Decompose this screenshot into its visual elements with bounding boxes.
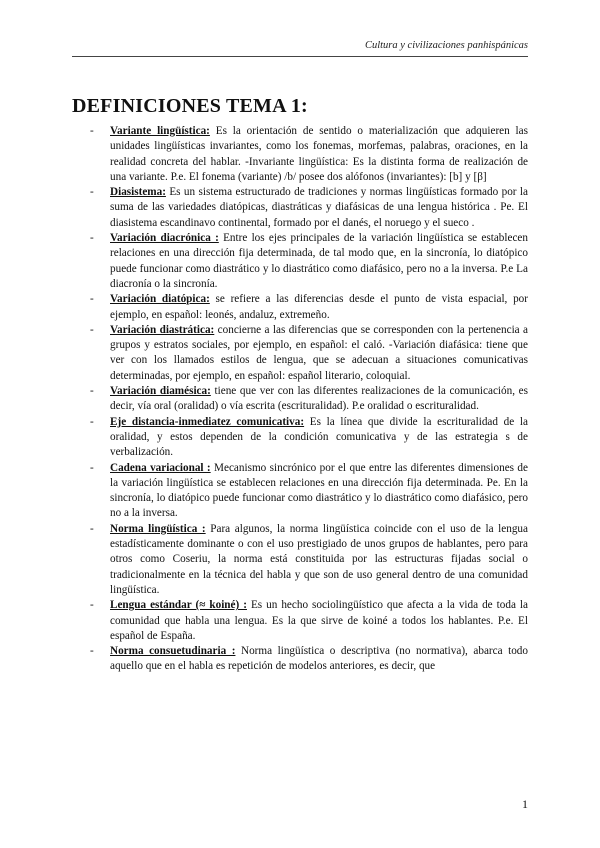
running-header: Cultura y civilizaciones panhispánicas <box>364 40 528 51</box>
definition-item <box>90 461 528 522</box>
definition-text: Entre los ejes principales de la variación lingüística se establecen relaciones en una dirección fija determinada, de tal modo que, en la sincronía, lo diatópico puede funcionar como diastrático y lo diastrático como diafásico, pero no a la inversa. P.e La diacronía o la sincronía. <box>110 232 528 290</box>
definition-text: Es la línea que divide la escrituralidad de la oralidad, y estos dependen de la condición comunicativa y de las estrategia s de verbalización. <box>110 415 528 459</box>
definition-item <box>90 185 528 231</box>
definition-item <box>90 323 528 384</box>
definition-item <box>90 644 528 675</box>
definition-term: Variación diatópica: <box>110 293 210 306</box>
definition-term: Norma consuetudinaria : <box>110 645 236 658</box>
definition-item <box>90 124 528 185</box>
definition-item <box>90 292 528 323</box>
definition-item <box>90 522 528 598</box>
bullet-dash: - <box>90 645 94 658</box>
bullet-dash: - <box>90 385 94 398</box>
bullet-dash: - <box>90 599 94 612</box>
definition-text: Es un hecho sociolingüístico que afecta a la vida de toda la comunidad que habla una lengua. Es la que sirve de koiné a todos los hablantes. P.e. El español de España. <box>110 599 528 642</box>
page-title: DEFINICIONES TEMA 1: <box>72 95 308 117</box>
definitions-list <box>90 124 528 675</box>
definition-term: Variación diamésica: <box>110 385 211 398</box>
definition-text: Mecanismo sincrónico por el que entre las diferentes dimensiones de la variación lingüística se establecen relaciones en una dirección fija determinada. Pe. En la sincronía, lo diatópico puede funcionar como diastrático y lo diastrático como diafásico, pero no a la inversa. <box>110 461 528 520</box>
definition-item <box>90 384 528 415</box>
definition-term: Variación diacrónica : <box>110 232 219 245</box>
definition-term: Diasistema: <box>110 186 166 199</box>
bullet-dash: - <box>90 323 94 336</box>
definition-text: Norma lingüística o descriptiva (no normativa), abarca todo aquello que en el habla es repetición de modelos anteriores, es decir, que <box>110 645 528 673</box>
bullet-dash: - <box>90 125 94 137</box>
definition-term: Cadena variacional : <box>110 461 211 474</box>
definition-term: Variación diastrática: <box>110 323 215 336</box>
bullet-dash: - <box>90 186 94 199</box>
definition-term: Lengua estándar (≈ koiné) : <box>110 599 247 612</box>
bullet-dash: - <box>90 232 94 245</box>
definition-term: Norma lingüística : <box>110 522 206 535</box>
definition-text: Es la orientación de sentido o materialización que adquieren las unidades lingüísticas invariantes, como los fonemas, morfemas, palabras, oraciones, en la realidad concreta del hablar. -Invariante lingüística: Es la distinta forma de realización de una variante. P.e. El fonema (variante) /b/ posee dos alófonos (invariantes): [b] y [β] <box>110 125 528 183</box>
definition-text: Para algunos, la norma lingüística coincide con el uso de la lengua estadísticamente dominante o con el uso prestigiado de unos grupos de hablantes, pero para otros como Coseriu, la norma está constituida por las estructuras fijadas social o tradicionalmente en la técnica del habla y que son de uso general dentro de una comunidad lingüística. <box>110 522 528 596</box>
definition-item <box>90 231 528 292</box>
definition-text: se refiere a las diferencias desde el punto de vista espacial, por ejemplo, en español: leonés, andaluz, extremeño. <box>110 293 528 321</box>
bullet-dash: - <box>90 461 94 474</box>
page-number: 1 <box>522 797 528 811</box>
bullet-dash: - <box>90 293 94 306</box>
bullet-dash: - <box>90 415 94 428</box>
definition-text: Es un sistema estructurado de tradiciones y normas lingüísticas formado por la suma de las variedades diatópicas, diastráticas y diafásicas de una lengua histórica . Pe. El diasistema escandinavo continental, formado por el danés, el noruego y el sueco . <box>110 186 528 229</box>
definition-term: Eje distancia-inmediatez comunicativa: <box>110 415 305 428</box>
definition-text: tiene que ver con las diferentes realizaciones de la comunicación, es decir, vía oral (oralidad) o vía escrita (escrituralidad). P.e oralidad o escrituralidad. <box>110 385 528 413</box>
definition-text: concierne a las diferencias que se corresponden con la pertenencia a grupos y estratos sociales, por ejemplo, en español: el caló. -Variación diafásica: tiene que ver con los llamados estilos de lengua, que se adecuan a situaciones comunicativas determinadas, por ejemplo, en español: español literario, coloquial. <box>110 323 528 382</box>
definition-item <box>90 598 528 644</box>
header-rule <box>72 56 528 57</box>
definition-term: Variante lingüística: <box>110 125 210 137</box>
definition-item <box>90 415 528 461</box>
bullet-dash: - <box>90 522 94 535</box>
